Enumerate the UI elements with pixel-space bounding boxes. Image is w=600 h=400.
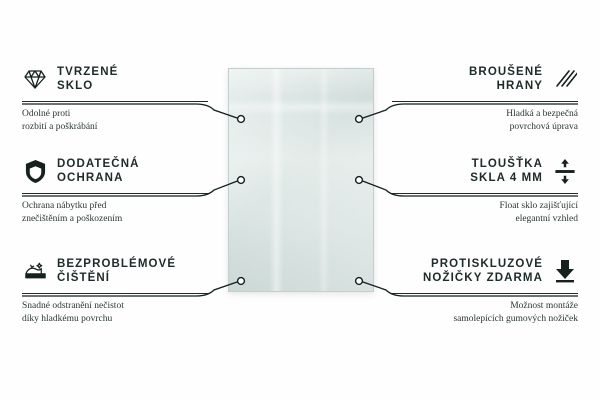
feature-title-line1: PROTISKLUZOVÉ	[430, 258, 543, 270]
feature-divider	[392, 293, 578, 294]
feature-divider	[392, 101, 578, 102]
shield-icon	[22, 158, 48, 184]
feature-desc-line2: elegantní vzhled	[515, 214, 578, 224]
feature-title-line2: NOŽIČKY ZDARMA	[423, 272, 543, 284]
feature-desc-line1: Možnost montáže	[510, 301, 578, 311]
edges-icon	[552, 66, 578, 92]
feature-divider	[22, 293, 208, 294]
feature-anti-slip-feet	[392, 256, 578, 326]
feature-divider	[22, 101, 208, 102]
feature-title-line1: BEZPROBLÉMOVÉ	[57, 258, 177, 270]
feature-ground-edges	[392, 64, 578, 134]
feature-title-line1: TLOUŠŤKA	[471, 158, 543, 170]
feature-desc-line2: samolepících gumových nožiček	[453, 314, 578, 324]
feature-divider	[392, 193, 578, 194]
feature-easy-cleaning	[22, 256, 208, 326]
down-arrow-pad-icon	[552, 258, 578, 284]
feature-desc-line2: znečištěním a poškozením	[22, 214, 123, 224]
feature-desc-line2: povrchová úprava	[509, 122, 578, 132]
sponge-icon	[22, 258, 48, 284]
feature-title-line2: SKLA 4 MM	[470, 172, 543, 184]
feature-title-line2: ČIŠTĚNÍ	[57, 272, 111, 284]
thickness-arrows-icon	[552, 158, 578, 184]
feature-extra-protection	[22, 156, 208, 226]
feature-title-line2: SKLO	[57, 80, 94, 92]
feature-desc-line2: rozbití a poškrábání	[22, 122, 98, 132]
diamond-icon	[22, 66, 48, 92]
feature-desc-line2: díky hladkému povrchu	[22, 314, 113, 324]
feature-desc-line1: Snadné odstranění nečistot	[22, 301, 124, 311]
feature-title-line2: HRANY	[496, 80, 543, 92]
feature-title-line1: BROUŠENÉ	[469, 66, 543, 78]
feature-title-line2: OCHRANA	[57, 172, 124, 184]
glass-panel-graphic	[228, 68, 374, 292]
feature-desc-line1: Hladká a bezpečná	[506, 109, 578, 119]
feature-desc-line1: Float sklo zajišťující	[499, 201, 578, 211]
feature-title-line1: DODATEČNÁ	[57, 158, 140, 170]
feature-tempered-glass	[22, 64, 208, 134]
product-image	[228, 68, 372, 290]
feature-desc-line1: Ochrana nábytku před	[22, 201, 107, 211]
feature-desc-line1: Odolné proti	[22, 109, 71, 119]
feature-title-line1: TVRZENÉ	[57, 66, 119, 78]
feature-divider	[22, 193, 208, 194]
feature-glass-thickness	[392, 156, 578, 226]
